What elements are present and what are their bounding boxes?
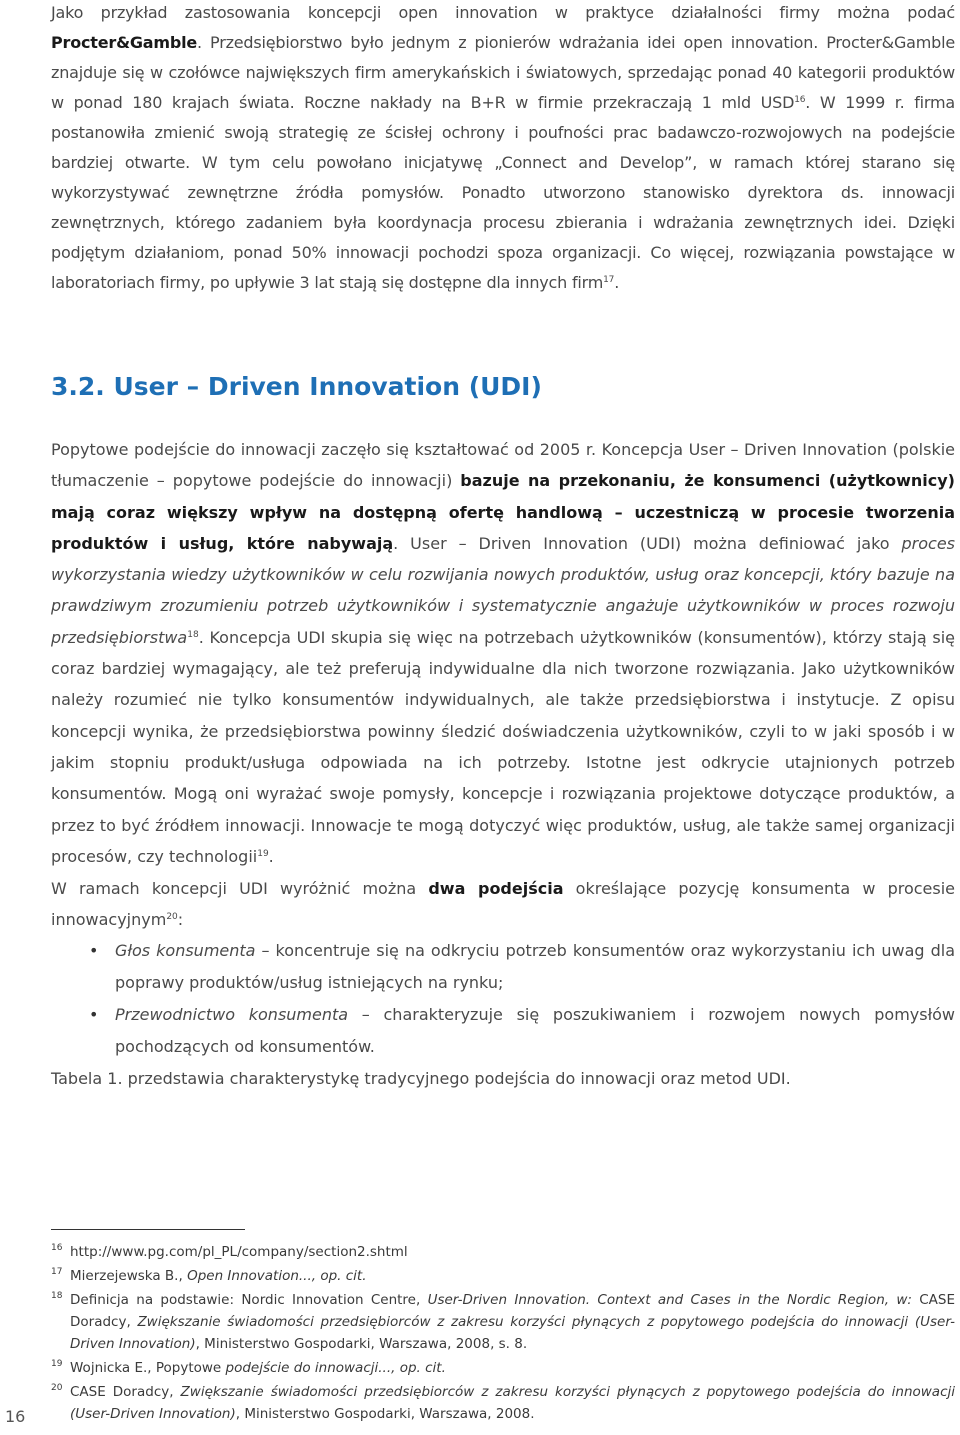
intro-paragraph <box>51 0 955 298</box>
footnote-ref[interactable]: 16 <box>794 95 806 105</box>
footnote <box>51 1265 955 1287</box>
footnote-ref[interactable]: 17 <box>603 275 615 285</box>
bullet-icon: • <box>89 941 99 960</box>
footnote-number: 17 <box>51 1267 63 1277</box>
udi-paragraph <box>51 434 955 872</box>
footnote-text: CASE Doradcy, <box>70 1292 956 1330</box>
list-item <box>0 999 955 1063</box>
bullet-icon: • <box>89 1005 99 1024</box>
text-run: . W 1999 r. firma postanowiła zmienić swoją strategię ze ścisłej ochrony i poufności prac badawczo-rozwojowych na podejście bardziej otwarte. W tym celu powołano inicjatywę „Connect and Develop”, w ramach której starano się wykorzystywać zewnętrzne źródła pomysłów. Ponadto utworzono stanowisko dyrektora ds. innowacji zewnętrznych, którego zadaniem była koordynacja procesu zbierania i wdrażania zewnętrznych idei. Dzięki podjętym działaniom, ponad 50% innowacji pochodzi spoza organizacji. Co więcej, rozwiązania powstające w laboratoriach firmy, po upływie 3 lat stają się dostępne dla innych firm <box>51 93 956 292</box>
footnote-title: Zwiększanie świadomości przedsiębiorców z zakresu korzyści płynących z popytowego podejścia do innowacji (User-Driven Innovation) <box>70 1314 956 1352</box>
footnote-text: CASE Doradcy, <box>70 1384 181 1400</box>
footnote-text: , Ministerstwo Gospodarki, Warszawa, 2008, s. 8. <box>195 1336 528 1352</box>
footnote-text: Definicja na podstawie: Nordic Innovation Centre, <box>70 1292 428 1308</box>
list-item <box>0 935 955 999</box>
text-run: W ramach koncepcji UDI wyróżnić można <box>51 879 429 898</box>
footnote-text: , Ministerstwo Gospodarki, Warszawa, 2008. <box>235 1406 535 1422</box>
text-run: Popytowe podejście do innowacji zaczęło się kształtować od 2005 r. Koncepcja User – Driven Innovation (polskie tłumaczenie – popytowe podejście do innowacji) <box>51 440 955 491</box>
bullet-term: Głos konsumenta <box>115 941 256 960</box>
footnote <box>51 1289 955 1355</box>
bullet-text: – charakteryzuje się poszukiwaniem i rozwojem nowych pomysłów pochodzących od konsumentów. <box>115 1005 956 1056</box>
footnotes <box>51 1241 955 1427</box>
footnote-ref[interactable]: 18 <box>187 629 199 640</box>
footnote-ref[interactable]: 20 <box>166 912 178 923</box>
footnote-divider <box>51 1229 245 1230</box>
footnote <box>51 1241 955 1263</box>
footnote-text: Mierzejewska B., <box>70 1268 188 1284</box>
section-heading: 3.2. User – Driven Innovation (UDI) <box>51 372 542 401</box>
footnote-text: Wojnicka E., Popytowe <box>70 1360 226 1376</box>
page-number: 16 <box>5 1407 26 1426</box>
text-run: . User – Driven Innovation (UDI) można definiować jako <box>393 533 902 553</box>
text-run: : <box>177 910 184 930</box>
company-name: Procter&Gamble <box>51 33 198 52</box>
footnote-number: 18 <box>51 1291 63 1301</box>
footnote <box>51 1357 955 1379</box>
approaches-list <box>0 935 960 1063</box>
footnote-title: User-Driven Innovation. Context and Cases in the Nordic Region, w: <box>427 1292 912 1308</box>
text-run: określające pozycję konsumenta w procesie innowacyjnym <box>51 879 956 930</box>
footnote-title: podejście do innowacji..., op. cit. <box>225 1360 446 1376</box>
text-run: . <box>614 273 620 292</box>
footnote-title: Zwiększanie świadomości przedsiębiorców z zakresu korzyści płynących z popytowego podejścia do innowacji (User-Driven Innovation) <box>70 1384 956 1422</box>
footnote-title: Open Innovation..., op. cit. <box>187 1268 367 1284</box>
bullet-text: – koncentruje się na odkryciu potrzeb konsumentów oraz wykorzystaniu ich uwag dla poprawy produktów/usług istniejących na rynku; <box>115 941 955 992</box>
text-run: . Koncepcja UDI skupia się więc na potrzebach użytkowników (konsumentów), którzy stają się coraz bardziej wymagający, ale też preferują indywidualne dla nich tworzone rozwiązania. Jako użytkowników należy rozumieć nie tylko konsumentów indywidualnych, ale także przedsiębiorstwa i instytucje. Z opisu koncepcji wynika, że przedsiębiorstwa powinny śledzić doświadczenia użytkowników, czyli to w jaki sposób i w jakim stopniu produkt/usługa odpowiada na ich potrzeby. Istotne jest odkrycie utajnionych potrzeb konsumentów. Mogą oni wyrażać swoje pomysły, koncepcje i rozwiązania projektowe dotyczące produktów, a przez to być źródłem innowacji. Innowacje te mogą dotyczyć więc produktów, usług, ale także samej organizacji procesów, czy technologii <box>51 627 955 866</box>
table-reference: Tabela 1. przedstawia charakterystykę tradycyjnego podejścia do innowacji oraz metod UDI. <box>51 1069 791 1088</box>
text-run: . <box>268 846 274 866</box>
footnote-number: 16 <box>51 1243 63 1253</box>
text-run: . Przedsiębiorstwo było jednym z pionierów wdrażania idei open innovation. Procter&Gamble znajduje się w czołówce największych firm amerykańskich i światowych, sprzedając ponad 40 kategorii produktów w ponad 180 krajach świata. Roczne nakłady na B+R w firmie przekraczają 1 mld USD <box>51 33 955 112</box>
footnote <box>51 1381 955 1425</box>
footnote-number: 19 <box>51 1359 63 1369</box>
bullet-term: Przewodnictwo konsumenta <box>115 1005 349 1024</box>
text-run: Jako przykład zastosowania koncepcji open innovation w praktyce działalności firmy można podać <box>51 3 955 22</box>
bold-statement: bazuje na przekonaniu, że konsumenci (użytkownicy) mają coraz większy wpływ na dostępną ofertę handlową – uczestniczą w procesie tworzenia produktów i usług, które nabywają <box>51 471 955 553</box>
footnote-ref[interactable]: 19 <box>257 848 269 859</box>
footnote-number: 20 <box>51 1383 63 1393</box>
italic-definition: proces wykorzystania wiedzy użytkowników w celu rozwijania nowych produktów, usług oraz koncepcji, który bazuje na prawdziwym zrozumieniu potrzeb użytkowników i systematycznie angażuje użytkowników w proces rozwoju przedsiębiorstwa <box>51 533 956 647</box>
footnote-link[interactable]: http://www.pg.com/pl_PL/company/section2.shtml <box>70 1244 408 1260</box>
bold-term: dwa podejścia <box>428 879 564 898</box>
approaches-intro <box>51 873 955 936</box>
